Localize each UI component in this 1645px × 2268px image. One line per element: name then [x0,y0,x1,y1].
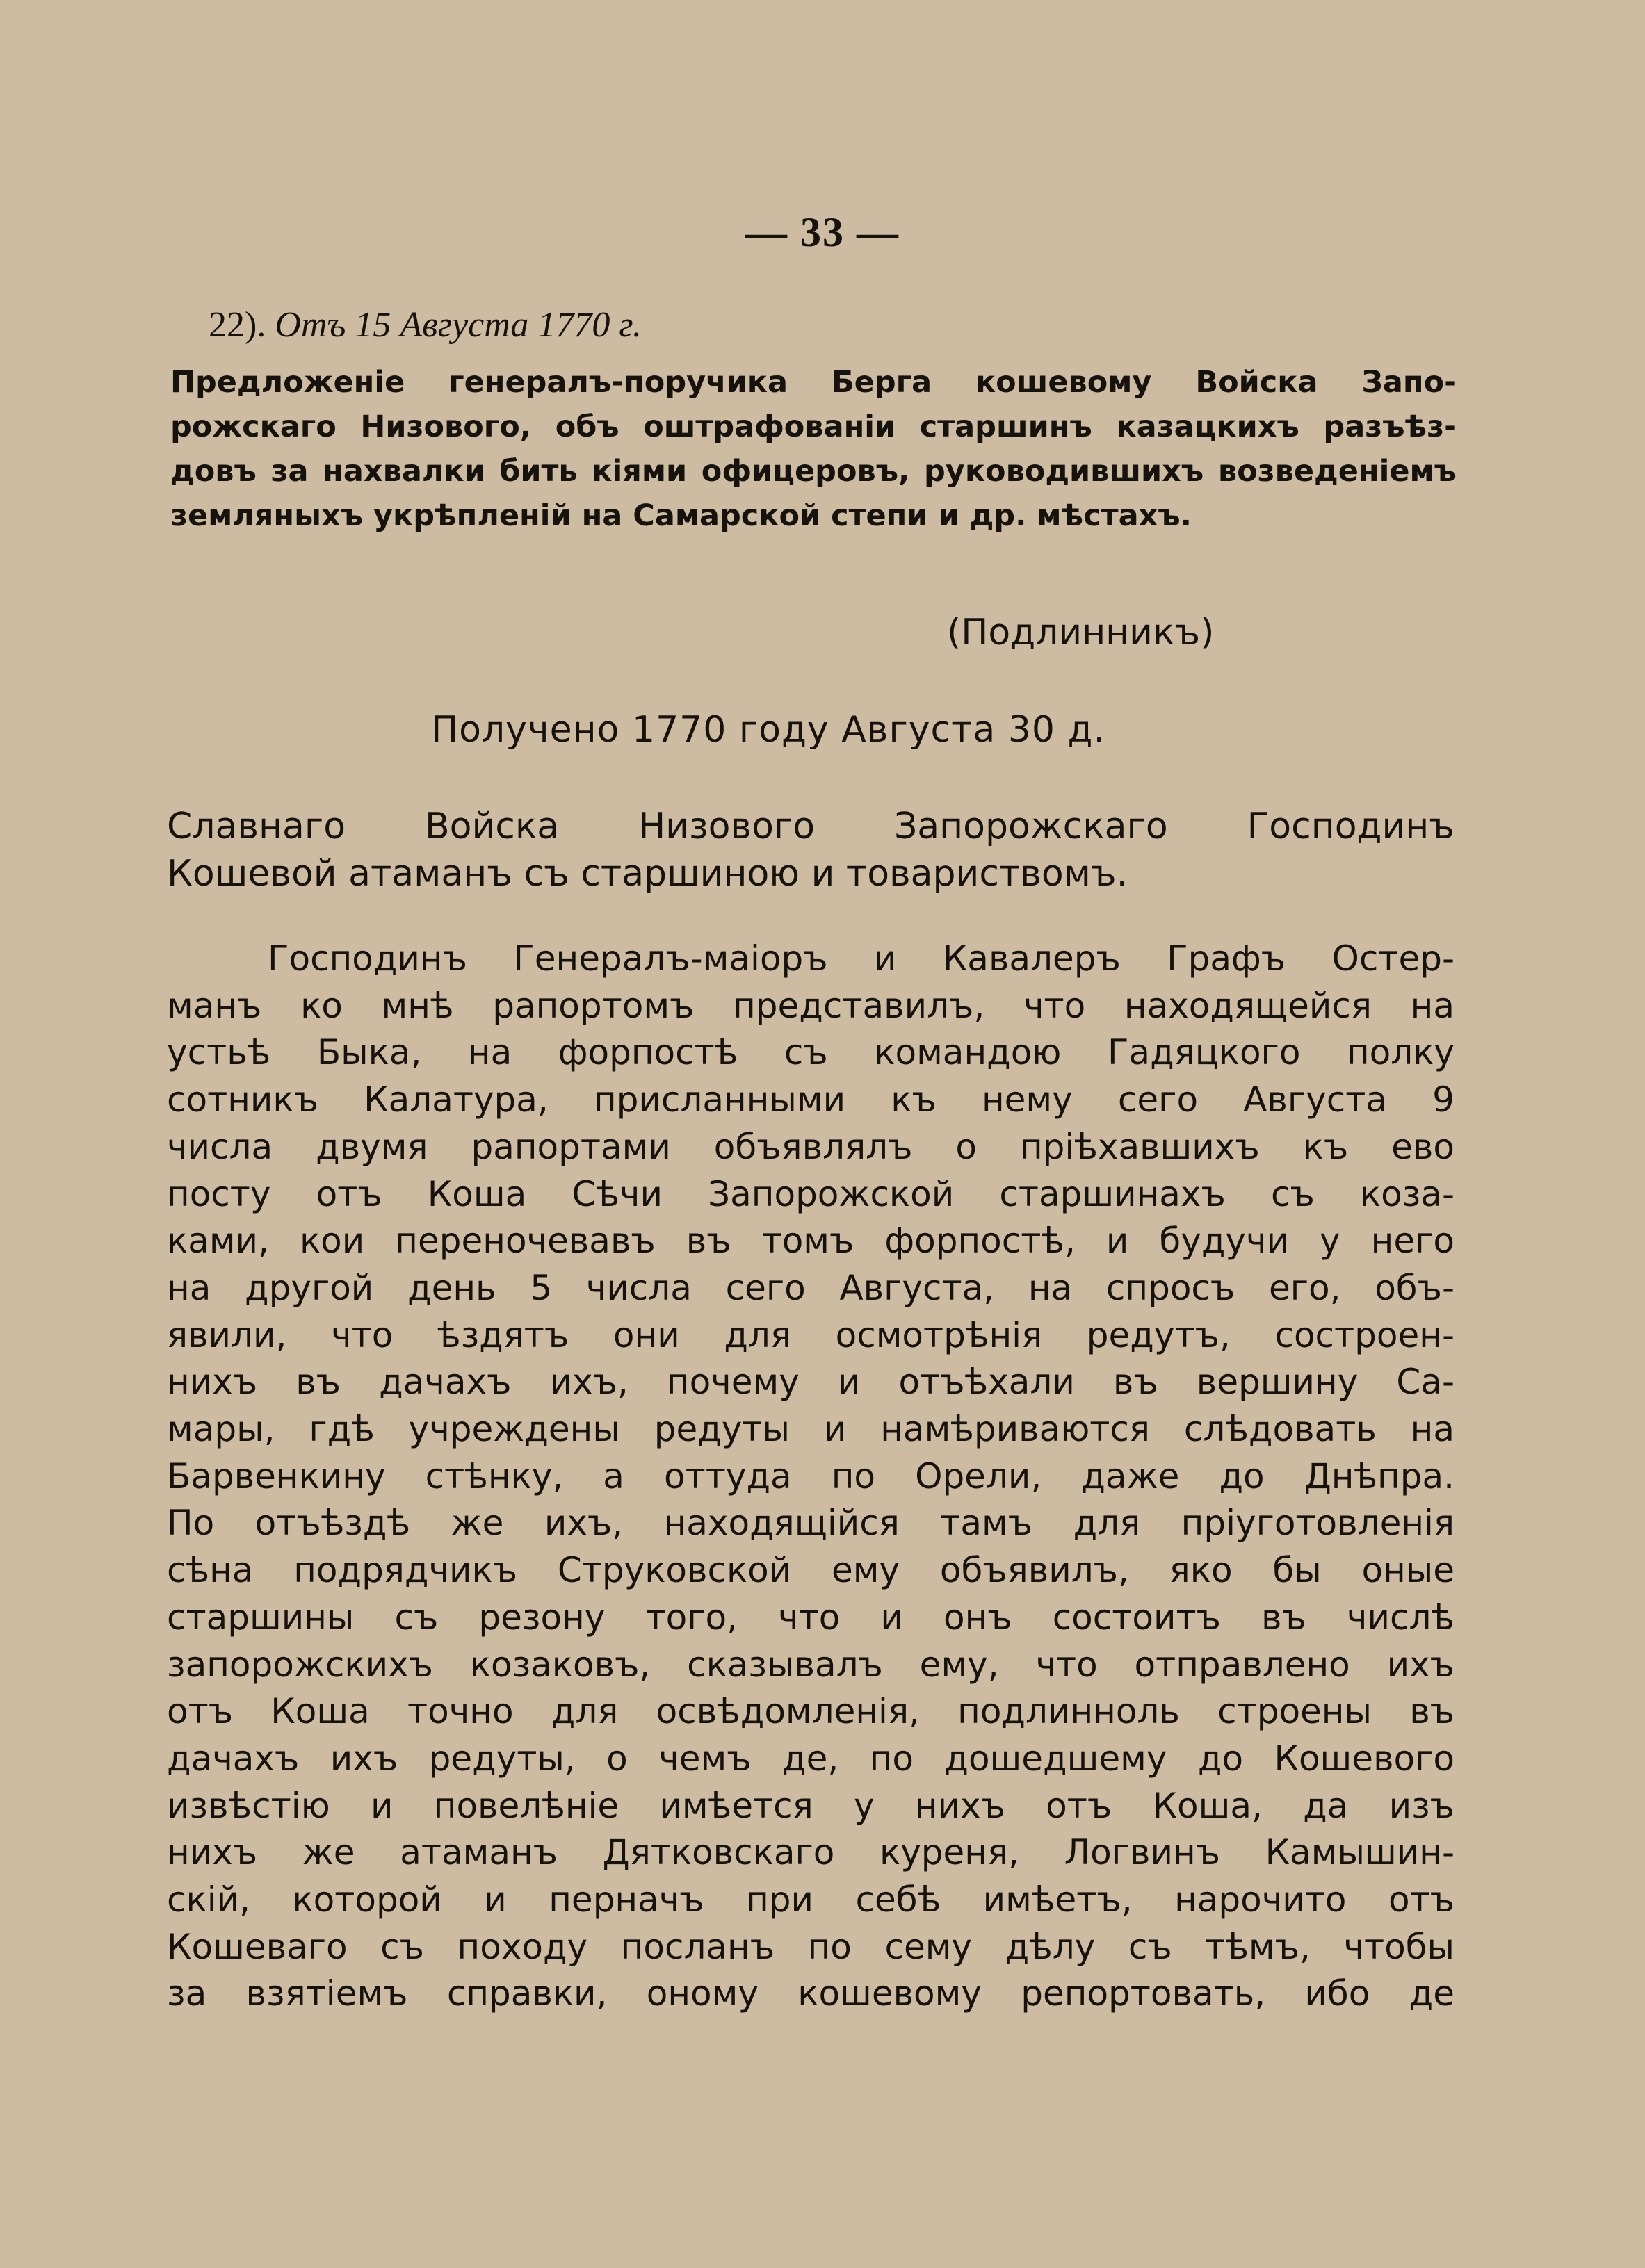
document-date: Отъ 15 Августа 1770 г. [275,305,642,345]
body-line: старшины съ резону того, что и онъ состоитъ въ числѣ [167,1597,1454,1638]
body-line: за взятіемъ справки, оному кошевому репортовать, ибо де [167,1973,1454,2014]
body-line: посту отъ Коша Сѣчи Запорожской старшинахъ съ коза- [167,1173,1454,1214]
body-line: на другой день 5 числа сего Августа, на спросъ его, объ- [167,1267,1454,1308]
document-number: 22). [209,305,266,345]
body-line: извѣстію и повелѣніе имѣется у нихъ отъ Коша, да изъ [167,1785,1454,1826]
summary-line: довъ за нахвалки бить кіями офицеровъ, руководившихъ возведеніемъ [170,454,1457,489]
body-line: нихъ же атаманъ Дятковскаго куреня, Логвинъ Камышин- [167,1832,1454,1873]
original-note: (Подлинникъ) [947,612,1215,653]
body-line: мары, гдѣ учреждены редуты и намѣриваются слѣдовать на [167,1409,1454,1450]
body-line: По отъѣздѣ же ихъ, находящійся тамъ для пріуготовленія [167,1503,1454,1544]
body-line: Барвенкину стѣнку, а оттуда по Орели, даже до Днѣпра. [167,1455,1454,1496]
summary-line: земляныхъ укрѣпленій на Самарской степи и др. мѣстахъ. [170,498,1192,533]
body-line: отъ Коша точно для освѣдомленія, подлинноль строены въ [167,1691,1454,1732]
body-line: Господинъ Генералъ-маіоръ и Кавалеръ Графъ Остер- [268,938,1454,979]
body-line: манъ ко мнѣ рапортомъ представилъ, что находящейся на [167,985,1454,1026]
body-line: устьѣ Быка, на форпостѣ съ командою Гадяцкого полку [167,1032,1454,1073]
summary-line: Предложеніе генералъ-поручика Берга кошевому Войска Запо- [170,365,1457,400]
body-line: числа двумя рапортами объявлялъ о пріѣхавшихъ къ ево [167,1126,1454,1167]
body-line: запорожскихъ козаковъ, сказывалъ ему, что отправлено ихъ [167,1644,1454,1685]
body-line: сѣна подрядчикъ Струковской ему объявилъ, яко бы оные [167,1550,1454,1591]
body-line: скій, которой и перначъ при себѣ имѣетъ, нарочито отъ [167,1879,1454,1920]
body-line: явили, что ѣздятъ они для осмотрѣнія редутъ, состроен- [167,1314,1454,1355]
salutation [167,803,1454,897]
page-number: — 33 — [745,209,900,255]
received-date: Получено 1770 году Августа 30 д. [431,709,1106,751]
letter-body [167,936,1454,2018]
body-line: ками, кои переночевавъ въ томъ форпостѣ, и будучи у него [167,1221,1454,1262]
salutation-line: Кошевой атаманъ съ старшиною и товариствомъ. [167,853,1128,895]
body-line: нихъ въ дачахъ ихъ, почему и отъѣхали въ вершину Са- [167,1362,1454,1403]
body-line: сотникъ Калатура, присланными къ нему сего Августа 9 [167,1079,1454,1120]
body-line: Кошеваго съ походу посланъ по сему дѣлу съ тѣмъ, чтобы [167,1926,1454,1967]
summary-line: рожскаго Низового, объ оштрафованіи старшинъ казацкихъ разъѣз- [170,409,1457,444]
salutation-line: Славнаго Войска Низового Запорожскаго Господинъ [167,806,1454,847]
body-line: дачахъ ихъ редуты, о чемъ де, по дошедшему до Кошевого [167,1738,1454,1779]
document-summary [170,360,1457,538]
document-heading [209,304,642,345]
